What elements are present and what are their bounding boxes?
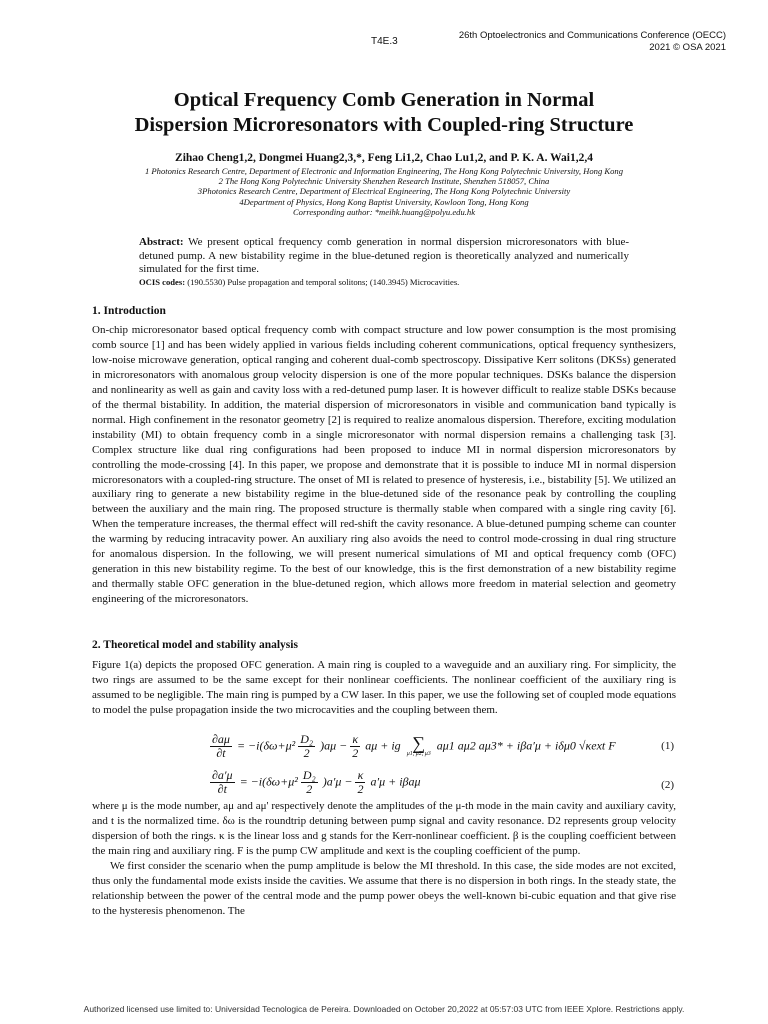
eq2-lhs-fraction [210,769,235,796]
variable-definitions: where μ is the mode number, aμ and aμ' respectively denote the amplitudes of the μ-th mode in the main cavity and auxiliary cavity, and t is the normalized time. δω is the roundtrip detuning between pump signal and cavity resonance. D2 represents group velocity dispersion of both the rings. κ is the linear loss and g stands for the Kerr-nonlinear coefficient. β is the coupling coefficient between the main ring and auxiliary ring. F is the pump CW amplitude and κext is the coupling coefficient of the pump. [92,800,676,857]
eq1-lhs-fraction [210,733,232,760]
eq1-d2: D₂ [300,732,314,746]
affiliation-1: 1 Photonics Research Centre, Department of Electronic and Information Engineering, The Hong Kong Polytechnic University, Hong Kong [144,166,624,176]
eq2-lhs-denominator: ∂t [217,782,227,796]
eq1-two: 2 [303,746,310,760]
paper-title [60,88,708,138]
affiliation-3: 3Photonics Research Centre, Department of Electrical Engineering, The Hong Kong Polytechnic University [197,186,571,197]
ocis-label: OCIS codes: [139,277,186,287]
abstract-text: We present optical frequency comb generation in normal dispersion microresonators with blue-detuned pump. A new bistability regime in the blue-detuned region is theoretically analyzed and numerically simulated for the first time. [139,236,629,276]
title-line-1: Optical Frequency Comb Generation in Normal [173,89,595,111]
eq2-lhs-numerator: ∂a′μ [212,768,233,782]
equation-number-2: (2) [661,779,674,791]
theory-paragraph-continued [92,799,676,919]
summation-icon: ∑ μ1, μ2, μ3 [406,733,431,757]
eq1-kappa-two: 2 [352,746,359,760]
conference-line-1: 26th Optoelectronics and Communications Conference (OECC) [458,30,726,41]
ocis-text: (190.5530) Pulse propagation and temporal solitons; (140.3945) Microcavities. [187,277,460,287]
steady-state-paragraph: We first consider the scenario when the pump amplitude is below the MI threshold. In this case, the side modes are not excited, thus only the fundamental mode exists inside the cavities. We assume that there is no dispersion in both rings. In the steady state, the relationship between the power of the central mode and the pump power obeys the well-known bi-cubic equation and that give rise to the hysteresis phenomenon. The [92,859,676,917]
author-list: Zihao Cheng1,2, Dongmei Huang2,3,*, Feng Li1,2, Chao Lu1,2, and P. K. A. Wai1,2,4 [175,152,593,164]
affiliations [60,166,708,217]
eq2-kappa-two: 2 [357,782,364,796]
eq2-dispersion-fraction [301,769,318,796]
eq2-term-3: a′μ + iβaμ [370,774,421,789]
eq2-term-2: )a′μ − [322,774,353,789]
eq1-lhs-numerator: ∂aμ [212,732,230,746]
affiliation-4: 4Department of Physics, Hong Kong Baptist University, Kowloon Tong, Hong Kong [239,196,529,207]
abstract [139,236,629,277]
eq2-two: 2 [306,782,313,796]
eq1-kappa: κ [350,733,360,747]
theory-paragraph: Figure 1(a) depicts the proposed OFC generation. A main ring is coupled to a waveguide and an auxiliary ring. For simplicity, the two rings are assumed to be the same except for their nonlinear coefficients. The nonlinear coefficient of the auxiliary ring is assumed to be negligible. The main ring is pumped by a CW laser. In this paper, we use the following set of coupled mode equations to model the pulse propagation inside the two microcavities and the coupling between them. [92,659,676,716]
equation-number-1: (1) [661,740,674,752]
title-line-2: Dispersion Microresonators with Coupled-ring Structure [134,114,634,136]
eq2-d2: D₂ [302,768,316,782]
introduction-paragraph: On-chip microresonator based optical frequency comb with compact structure and low power consumption is the most promising comb source [1] and has been widely applied in various fields including coherent communications, optical frequency synthesizers, low-noise microwave generation, optical ranging and coherent dual-comb spectroscopy. Dissipative Kerr solitons (DKSs) generated in microresonators with anomalous group velocity dispersion is one of the more popular techniques. DSKs balance the dispersion and nonlinearity as well as gain and cavity loss with a red-detuned pump laser. It is however difficult to realize stable DSKs because of the thermal bistability. In addition, the material dispersion of microresonators in visible and communication band typically is normal. High confinement in the resonator geometry [2] is required to realize anomalous dispersion. Therefore, exciting modulation instability (MI) to obtain frequency comb in a single microresonator with normal dispersion remains a challenging task [3]. Complex structure like dual ring configurations had been proposed to induce MI in normal dispersion microresonators by controlling the mode-crossing [4]. In this paper, we propose and demonstrate that it is possible to induce MI in normal dispersion microresonators with a coupled-ring structure. The onset of MI is related to presence of hysteresis, i.e., bistability [5]. We utilized an auxiliary ring to generate a new bistability regime in the blue-detuned side of the resonance peak by controlling the coupling between the auxiliary and the main ring. The proposed structure is thermally stable when compared with a single ring cavity [6]. When the temperature increases, the thermal effect will red-shift the cavity resonance. A blue-detuned pumping scheme can counter the warming by reducing intracavity power. An auxiliary ring also avoids the need to control mode-crossing in dual ring structure for anomalous dispersion. In the following, we will present numerical simulations of MI and optical frequency comb (OFC) generation in this new bistability regime. To the best of our knowledge, this is the first demonstration of a new bistability regime and thermally stable OFC generation in the blue-detuned region, which allows more freedom in material selection and geometry engineering of the microresonators. [92,324,676,606]
equation-2 [210,769,421,796]
section-heading-theory: 2. Theoretical model and stability analysis [92,639,298,651]
eq1-loss-fraction [350,733,360,760]
eq2-kappa: κ [355,769,365,783]
eq1-term-1: = −i(δω+μ² [236,738,296,753]
conference-info [459,30,726,54]
eq1-lhs-denominator: ∂t [216,746,226,760]
corresponding-author: Corresponding author: *meihk.huang@polyu.edu.hk [292,206,476,217]
paper-code: T4E.3 [371,36,398,47]
eq1-term-2: )aμ − [320,738,348,753]
eq1-sum-index: μ1, μ2, μ3 [406,751,431,757]
conference-line-2: 2021 © OSA 2021 [649,42,726,53]
eq1-term-4: aμ1 aμ2 aμ3* + iβa′μ + iδμ0 √κext F [436,738,616,753]
equation-1 [210,733,616,760]
section-heading-introduction: 1. Introduction [92,305,166,317]
affiliation-2: 2 The Hong Kong Polytechnic University Shenzhen Research Institute, Shenzhen 518057, China [218,176,550,187]
eq1-term-3: aμ + ig [365,738,401,753]
eq1-dispersion-fraction [298,733,315,760]
eq2-loss-fraction [355,769,365,796]
eq2-term-1: = −i(δω+μ² [239,774,298,789]
abstract-label: Abstract: [139,236,184,248]
license-footer: Authorized licensed use limited to: Universidad Tecnologica de Pereira. Downloaded on October 20,2022 at 05:57:03 UTC from IEEE Xplore. Restrictions apply. [83,1004,685,1014]
ocis-codes [139,277,639,287]
